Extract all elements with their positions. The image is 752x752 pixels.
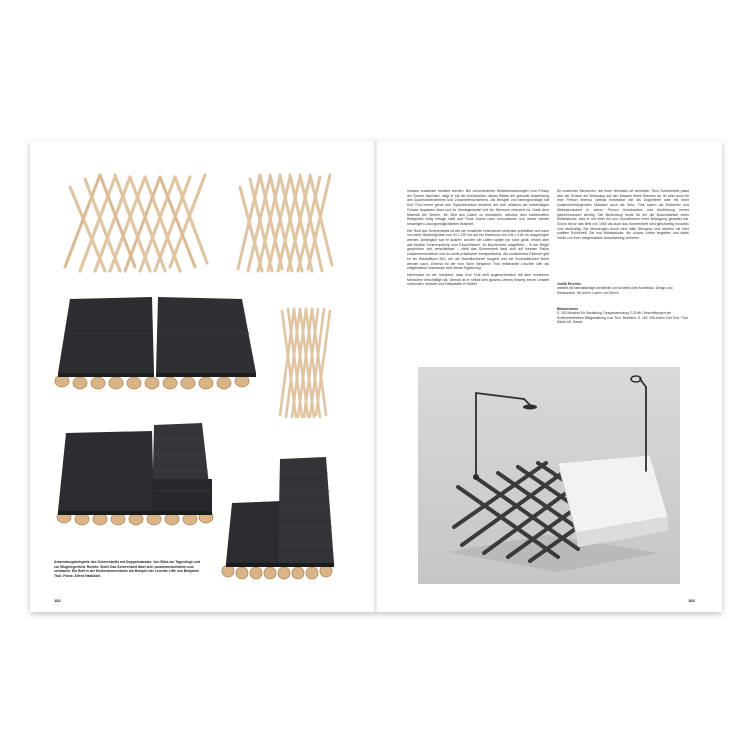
- author-bio: arbeitet als selbstständige Architektin und schreibt über Architektur, Design und Restaurants. Sie lebt in Luzern und Zürich.: [557, 286, 673, 295]
- paragraph: Interessant ist der Umstand, dass Kurt Thut sich augenscheinlich mit dem modernen Menschen beschäftigt hat. Überall ist er selbst sein ganzes Lebens hinweg seiner Umwelt verbunden, entwarf und entwickelte er Möbel: [407, 272, 549, 287]
- right-page: [377, 141, 722, 612]
- photo-bed-sofa-configuration: [52, 419, 222, 529]
- text-column-2: [557, 189, 689, 243]
- image-credits: [557, 307, 689, 325]
- photo-bed-double-mattress: [50, 293, 262, 393]
- text-column-1: [407, 189, 549, 289]
- paragraph: für modernes Menschen, die ihren Wohnsitz oft wechseln. Sein Scherenbett passt sich der Grösse der Wohnung und den Massen eines Raumes an, ist aber auch für eine Person ebenso optimal einsetzbar wie als Doppelbett oder mit einer zusammenhängenden Matratze auch als Sofa. Thut waren als Entwerfer und Möbelproduzent in seiner Person Konstruktion und Ausführung immer gleichermassen wichtig. Die Bedeutung heute für ihn die Brauchbarkeit eines Möbelstücks, was er mit einer Art von Grundformen einer Bewegung gestaltet hat. Schon bevor das Bett von 1960 als auch das Scherenbett sind gleichzeitig innovativ und nachhaltig. Sie überzeugen durch eine stille Stringenz und wecken mit ihrer subtilen Schönheit. Sie und Möbelstücke, die durchs Leben begleiten und dabei nichts von ihrer zeitgemässen Ausstrahlung verlieren.: [557, 189, 689, 241]
- page-number-left: 182: [54, 598, 61, 603]
- author-note: [557, 282, 689, 295]
- magazine-spread: [30, 141, 722, 612]
- page-number-right: 183: [688, 598, 695, 603]
- image-credits-text: S. 182 Museum für Gestaltung, Designsammlung © ZHdK; Beschriftungen der Scherenbettreihen Bildgestaltung, Kurt Thut, Betreiber: S. 183, 258 Archiv Kurt Thut, Thut Möbel AG, Basler: [557, 311, 688, 325]
- photo-scissor-frame-extended: [55, 167, 215, 277]
- author-name: Judith Reichter: [557, 282, 581, 286]
- paragraph: müssen zusätzlich montiert werden. Bei verschiedenen Möbelentwicklungen vom Prinzip der Schere fasziniert, zeigt er mit der Konstruktion dieses Bettes die optimale Anwendung des Auseinanderziehens und Zusammenschiebens. Als Beispiel und Ideengrundlage hat Kurt Thut immer gerne den Topfuntersetzer erwähnt, der sich mühelos der notwendigen Grösse anpassen lässt und ihr Montagebedarf auf ein Minimum reduziert ist. Dank dem Material der Schere, ein Bett aus Latten zu entwickeln, welches dem traditionellen Bettgestell völlig infrage stellt und Thuts Suche nach Innovationen und immer wieder neuartigen Lösungsmöglichkeiten illustriert.: [407, 189, 549, 226]
- photo-scissor-frame-partly-extended: [230, 169, 340, 279]
- paragraph: Der Rost des Scherenbetts ist wie der erwähnte Untersetzer stufenlos verstellbar und kann von einer Mindestgrösse von 94 x 220 cm auf ein Maximum von 194 x 216 cm ausgezogen werden. Anfänglich war er lackiert, wurden die Latten später nur noch geölt, erhielt aber das flexible Scherenprinzip zum Einschlüssen. Im Buchenholz ausgeführt – in der Regel geschoben und verschiebbar – zählt das Scherenbett lässt sich auf kleinem Raum zusammenschieben und ist somit praktischer transportierbar. Als zusätzliches Element gibt es ein Beistelltisch 591, der als Nachttischchen fungiert und mit Schmalstücken fixiert werden kann. Ebenso ist die vom Sohn Benjamin Thut entwickelte Leuchte Liffe als zeitgemässe Leselampe eine ideale Ergänzung.: [407, 228, 549, 271]
- left-page: [30, 141, 375, 612]
- photo-bed-seat-configuration: [218, 453, 348, 581]
- photo-bed-with-lamp-bw: [418, 367, 680, 584]
- image-credits-title: Bildnachweis: [557, 307, 579, 311]
- photo-scissor-frame-compressed: [270, 303, 340, 423]
- figure-caption: Anwendungsbeispiele des Scherenbetts mit Doppelmatratze. Von Blick zur Tagesliege und zur Sitzgelegenheit. Rechts: Stelle Das Scherenbett lässt sich zusammenschieben und verstauen. Ein Bett in der Kinderzimmerdecke als Beispiel der Leuchte Liffe von Benjamin Thut. Fotos: Alfred Hablützel.: [54, 560, 200, 578]
